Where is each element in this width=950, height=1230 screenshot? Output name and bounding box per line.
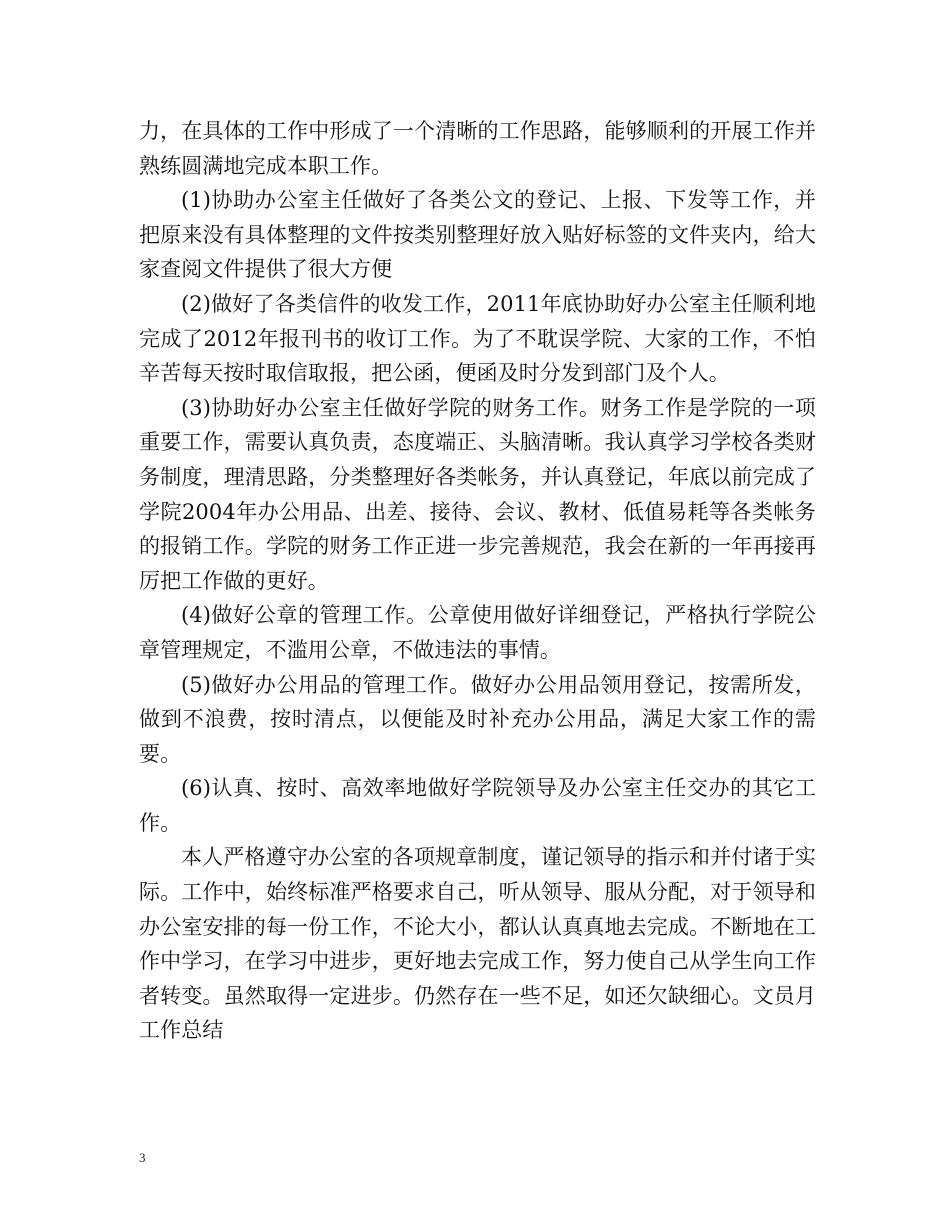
paragraph-summary: 本人严格遵守办公室的各项规章制度，谨记领导的指示和并付诸于实际。工作中，始终标准严格要求自己，听从领导、服从分配，对于领导和办公室安排的每一份工作，不论大小，都认认真真地去完成。不断地在工作中学习，在学习中进步，更好地去完成工作，努力使自己从学生向工作者转变。虽然取得一定进步。仍然存在一些不足，如还欠缺细心。文员月工作总结 xyxy=(139,845,816,1043)
page-number: 3 xyxy=(139,1150,146,1165)
paragraph-item-3: (3)协助好办公室主任做好学院的财务工作。财务工作是学院的一项重要工作，需要认真负责，态度端正、头脑清晰。我认真学习学校各类财务制度，理清思路，分类整理好各类帐务，并认真登记，年底以前完成了学院2004年办公用品、出差、接待、会议、教材、低值易耗等各类帐务的报销工作。学院的财务工作正进一步完善规范，我会在新的一年再接再厉把工作做的更好。 xyxy=(139,395,816,593)
paragraph-item-5: (5)做好办公用品的管理工作。做好办公用品领用登记，按需所发，做到不浪费，按时清点，以便能及时补充办公用品，满足大家工作的需要。 xyxy=(139,672,816,766)
paragraph-item-6: (6)认真、按时、高效率地做好学院领导及办公室主任交办的其它工作。 xyxy=(139,776,816,835)
paragraph-intro-continuation: 力，在具体的工作中形成了一个清晰的工作思路，能够顺利的开展工作并熟练圆满地完成本职工作。 xyxy=(139,119,816,178)
paragraph-item-2: (2)做好了各类信件的收发工作，2011年底协助好办公室主任顺利地完成了2012年报刊书的收订工作。为了不耽误学院、大家的工作，不怕辛苦每天按时取信取报，把公函，便函及时分发到部门及个人。 xyxy=(139,291,816,386)
paragraph-item-1: (1)协助办公室主任做好了各类公文的登记、上报、下发等工作，并把原来没有具体整理的文件按类别整理好放入贴好标签的文件夹内，给大家查阅文件提供了很大方便 xyxy=(139,188,816,282)
paragraph-item-4: (4)做好公章的管理工作。公章使用做好详细登记，严格执行学院公章管理规定，不滥用公章，不做违法的事情。 xyxy=(139,603,816,662)
document-body xyxy=(139,114,816,1048)
